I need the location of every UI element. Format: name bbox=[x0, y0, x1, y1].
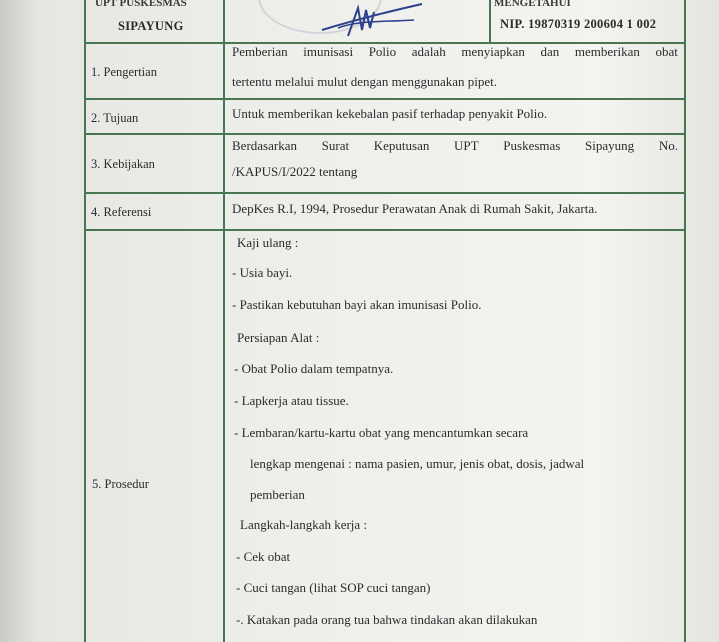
row-label-tujuan: 2. Tujuan bbox=[91, 111, 139, 125]
table-column-divider bbox=[223, 0, 225, 642]
procedure-line: Persiapan Alat : bbox=[237, 330, 320, 345]
word: memberikan bbox=[574, 44, 640, 59]
row-label-prosedur: 5. Prosedur bbox=[92, 477, 149, 491]
word: imunisasi bbox=[303, 44, 354, 59]
procedure-line: lengkap mengenai : nama pasien, umur, jenis obat, dosis, jadwal bbox=[250, 456, 585, 471]
signature-icon bbox=[318, 0, 428, 40]
row-text-pengertian-line2: tertentu melalui mulut dengan menggunakan pipet. bbox=[232, 74, 497, 89]
procedure-line: -. Katakan pada orang tua bahwa tindakan akan dilakukan bbox=[236, 612, 538, 627]
row-text-kebijakan-line2: /KAPUS/I/2022 tentang bbox=[232, 164, 358, 179]
word: Sipayung bbox=[585, 138, 635, 153]
word: Puskesmas bbox=[503, 138, 561, 153]
top-right-cut-text: MENGETAHUI bbox=[494, 0, 571, 6]
procedure-line: - Cek obat bbox=[236, 549, 291, 564]
table-border-left bbox=[84, 0, 86, 642]
header-divider bbox=[489, 0, 491, 42]
word: Surat bbox=[321, 138, 350, 153]
row-border bbox=[84, 229, 686, 231]
procedure-line: - Obat Polio dalam tempatnya. bbox=[234, 361, 394, 376]
top-left-cut-text: UPT PUSKESMAS bbox=[95, 0, 187, 6]
procedure-line: - Lapkerja atau tissue. bbox=[234, 393, 349, 408]
word: Keputusan bbox=[373, 138, 430, 153]
word: UPT bbox=[454, 138, 479, 153]
nip-number: NIP. 19870319 200604 1 002 bbox=[500, 17, 657, 31]
row-border bbox=[84, 192, 686, 194]
word: adalah bbox=[411, 44, 446, 59]
row-border bbox=[84, 98, 686, 100]
row-label-referensi: 4. Referensi bbox=[91, 205, 152, 219]
word: Berdasarkan bbox=[232, 138, 297, 153]
row-text-tujuan: Untuk memberikan kekebalan pasif terhadap penyakit Polio. bbox=[232, 106, 548, 121]
row-label-kebijakan: 3. Kebijakan bbox=[91, 157, 155, 171]
unit-name: SIPAYUNG bbox=[118, 19, 184, 33]
row-text-kebijakan-line1 bbox=[232, 138, 678, 154]
row-text-pengertian-line1 bbox=[232, 44, 678, 60]
row-text-referensi: DepKes R.I, 1994, Prosedur Perawatan Anak di Rumah Sakit, Jakarta. bbox=[232, 201, 598, 216]
word: No. bbox=[658, 138, 678, 153]
word: dan bbox=[540, 44, 560, 59]
procedure-line: - Pastikan kebutuhan bayi akan imunisasi Polio. bbox=[232, 297, 482, 312]
row-label-pengertian: 1. Pengertian bbox=[91, 65, 157, 79]
procedure-line: Langkah-langkah kerja : bbox=[240, 517, 368, 532]
word: menyiapkan bbox=[461, 44, 525, 59]
row-border bbox=[84, 133, 686, 135]
word: obat bbox=[655, 44, 678, 59]
table-border-right bbox=[684, 0, 686, 642]
procedure-line: - Lembaran/kartu-kartu obat yang mencantumkan secara bbox=[234, 425, 529, 440]
word: Pemberian bbox=[232, 44, 288, 59]
procedure-line: Kaji ulang : bbox=[237, 235, 299, 250]
procedure-line: - Usia bayi. bbox=[232, 265, 293, 280]
procedure-line: - Cuci tangan (lihat SOP cuci tangan) bbox=[236, 580, 431, 595]
procedure-line: pemberian bbox=[250, 487, 305, 502]
word: Polio bbox=[368, 44, 397, 59]
